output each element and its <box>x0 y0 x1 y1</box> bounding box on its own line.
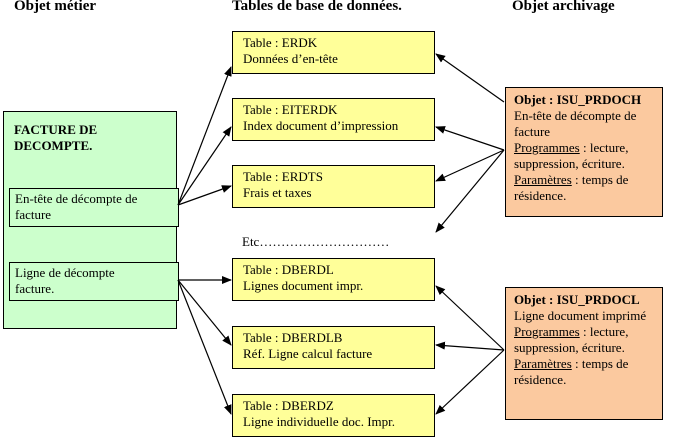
programmes-label: Programmes <box>514 140 580 155</box>
table-name: Table : DBERDL <box>243 262 334 277</box>
arrow-prdocl-dberdz <box>436 350 504 414</box>
arrow-prdocl-dberdl <box>436 286 504 350</box>
arrow-ligne-dberdlb <box>178 280 231 345</box>
header-objet-archivage: Objet archivage <box>512 0 615 14</box>
parametres-label: Paramètres <box>514 356 572 371</box>
arrow-entete-eiterdk <box>178 127 231 205</box>
table-desc: Données d’en-tête <box>243 51 338 66</box>
archive-title: Objet : ISU_PRDOCH <box>514 92 642 107</box>
archive-title: Objet : ISU_PRDOCL <box>514 292 640 307</box>
table-name: Table : DBERDLB <box>243 330 343 345</box>
arrow-prdocl-dberdlb <box>436 345 504 350</box>
arrow-prdoch-etc <box>436 150 504 232</box>
archive-isu-prdoch: Objet : ISU_PRDOCH En-tête de décompte de facture Programmes : lecture, suppression, écriture. Paramètres : temps de résidence. <box>505 87 663 217</box>
metier-title: FACTURE DE DECOMPTE. <box>14 122 98 153</box>
parametres-label: Paramètres <box>514 172 572 187</box>
table-desc: Index document d’impression <box>243 118 399 133</box>
table-name: Table : ERDK <box>243 35 318 50</box>
programmes-label: Programmes <box>514 324 580 339</box>
table-desc: Réf. Ligne calcul facture <box>243 346 373 361</box>
header-tables: Tables de base de données. <box>232 0 402 14</box>
arrow-entete-erdk <box>178 67 231 205</box>
table-desc: Frais et taxes <box>243 185 312 200</box>
header-objet-metier: Objet métier <box>14 0 97 14</box>
arrow-prdoch-eiterdk <box>436 127 504 150</box>
table-desc: Ligne individuelle doc. Impr. <box>243 414 395 429</box>
arrow-prdoch-erdts <box>436 150 504 181</box>
table-name: Table : ERDTS <box>243 169 323 184</box>
table-desc: Lignes document impr. <box>243 278 364 293</box>
metier-item-entete: En-tête de décompte de facture <box>9 188 179 227</box>
archive-isu-prdocl: Objet : ISU_PRDOCL Ligne document imprimé Programmes : lecture, suppression, écriture. Paramètres : temps de résidence. <box>505 287 663 420</box>
table-name: Table : EITERDK <box>243 102 338 117</box>
etc-label: Etc………………………… <box>242 234 390 249</box>
arrow-entete-erdts <box>178 186 231 205</box>
arrow-ligne-dberdz <box>178 280 231 414</box>
table-name: Table : DBERDZ <box>243 398 334 413</box>
metier-item-ligne: Ligne de décompte facture. <box>9 262 179 301</box>
arrow-prdoch-erdk <box>436 54 504 102</box>
